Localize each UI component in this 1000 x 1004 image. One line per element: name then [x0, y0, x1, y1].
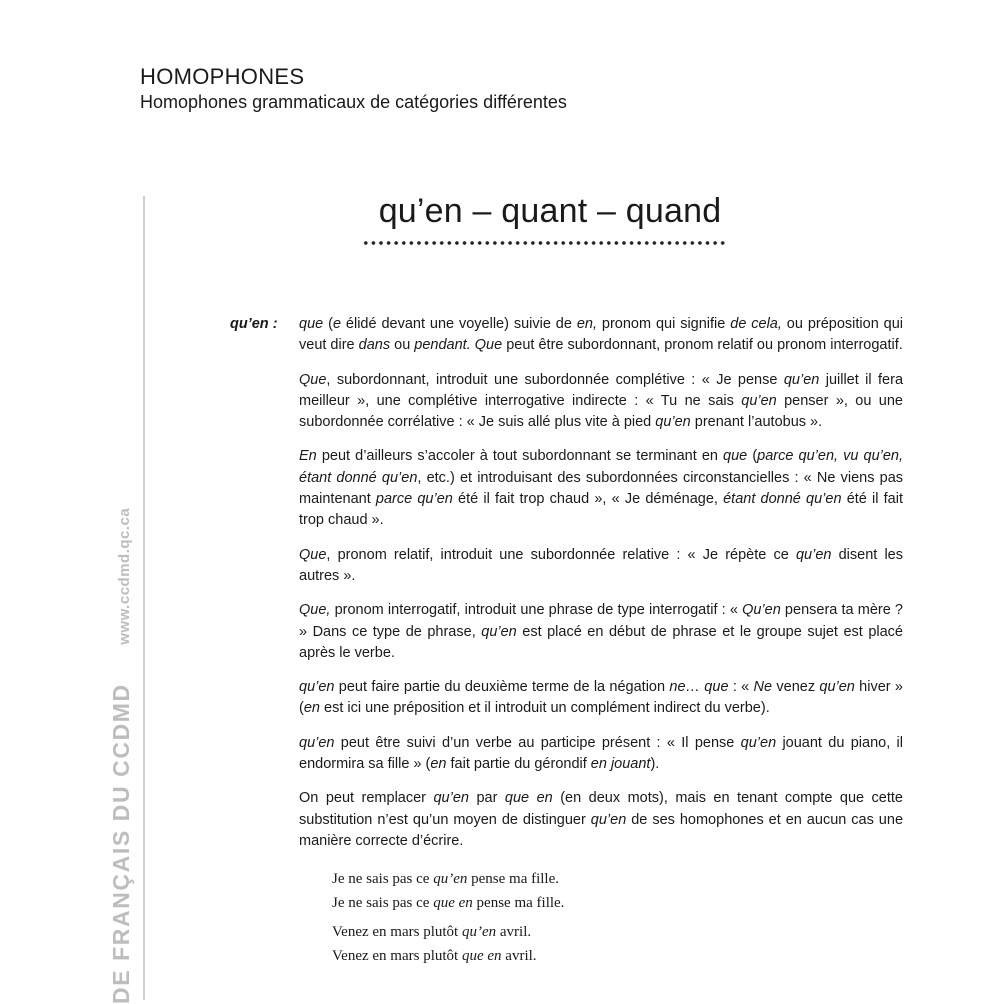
sidebar-url: www.ccdmd.qc.ca — [116, 507, 133, 645]
text-run: venez — [772, 679, 820, 696]
text-run: , subordonnant, introduit une subordonnée complétive : « Je pense — [326, 371, 784, 388]
paragraph — [299, 788, 903, 852]
italic-text-run: qu’en — [590, 811, 627, 828]
text-run: peut être suivi d’un verbe au participe présent : « Il pense — [334, 734, 741, 751]
page-header — [140, 64, 567, 114]
text-run: , pronom relatif, introduit une subordonnée relative : « Je répète ce — [326, 546, 796, 563]
paragraph — [299, 314, 903, 357]
text-run: ). — [650, 756, 660, 773]
example-group — [332, 921, 903, 968]
text-run: Venez en mars plutôt — [332, 924, 462, 941]
text-run: : « — [728, 679, 754, 696]
text-run: été il fait trop chaud ». — [299, 491, 903, 529]
text-run: pense ma fille. — [467, 871, 560, 888]
paragraph — [299, 370, 903, 434]
italic-text-run: qu’en — [740, 734, 777, 751]
text-run: On peut remplacer — [299, 790, 434, 807]
italic-text-run: que en — [504, 790, 553, 807]
italic-text-run: dans — [358, 337, 391, 354]
italic-text-run: en jouant — [590, 756, 651, 773]
definition-body — [299, 314, 903, 974]
italic-text-run: parce qu’en — [375, 491, 453, 508]
text-run: peut être subordonnant, pronom relatif ou pronom interrogatif. — [502, 337, 903, 354]
italic-text-run: qu’en — [741, 392, 777, 409]
italic-text-run: Que — [474, 337, 503, 354]
definition-term: qu’en : — [230, 316, 278, 332]
text-run: avril. — [496, 924, 532, 941]
text-run: juillet il fera meilleur », une complétive interrogative indirecte : « Tu ne sais — [299, 371, 904, 409]
section-subtitle: Homophones grammaticaux de catégories différentes — [140, 92, 567, 112]
example-sentence — [332, 868, 903, 892]
text-run: penser », ou une subordonnée corrélative : « Je suis allé plus vite à pied — [299, 392, 903, 431]
text-run: ( — [747, 448, 758, 465]
text-run: de ses homophones et en aucun cas une manière correcte d’écrire. — [299, 811, 904, 849]
italic-text-run: en — [303, 700, 320, 717]
italic-text-run: qu’en — [655, 414, 691, 431]
example-sentence — [332, 945, 903, 969]
italic-text-run: que — [299, 316, 324, 332]
text-run: Je ne sais pas ce — [332, 894, 434, 911]
section-title: HOMOPHONES — [140, 64, 305, 89]
text-run: ( — [323, 316, 333, 332]
italic-text-run: qu’en — [783, 371, 820, 388]
italic-text-run: ne… que — [669, 679, 729, 696]
paragraph — [299, 446, 903, 531]
text-run: disent les autres ». — [299, 546, 903, 584]
italic-text-run: qu’en — [461, 924, 497, 941]
text-run: fait partie du gérondif — [446, 756, 591, 773]
italic-text-run: qu’en — [819, 679, 855, 696]
text-run: peut d’ailleurs s’accoler à tout subordonnant se terminant en — [316, 448, 724, 465]
paragraph — [299, 733, 903, 776]
text-run: été il fait trop chaud », « Je déménage, — [452, 491, 724, 508]
text-run: est placé en début de phrase et le groupe sujet est placé après le verbe. — [299, 623, 904, 661]
text-run: élidé devant une voyelle) suivie de — [341, 316, 577, 332]
italic-text-run: e — [332, 316, 342, 332]
italic-text-run: qu’en — [433, 790, 469, 807]
text-run: (en deux mots), mais en tenant compte que cette substitution n’est qu’un moyen de distinguer — [299, 790, 903, 828]
margin-rule — [143, 196, 145, 1000]
text-run: Venez en mars plutôt — [332, 947, 462, 964]
text-run: , etc.) et introduisant des subordonnées circonstancielles : « Ne viens pas maintenant — [299, 469, 904, 508]
italic-text-run: Qu’en — [742, 602, 781, 619]
text-run: pensera ta mère ? » Dans ce type de phrase, — [299, 602, 903, 640]
text-run: pronom interrogatif, introduit une phrase de type interrogatif : « — [330, 602, 743, 619]
document-title: qu’en – quant – quand — [378, 192, 722, 230]
text-run: hiver » ( — [299, 679, 903, 717]
paragraph — [299, 600, 903, 664]
paragraph — [299, 545, 903, 588]
italic-text-run: Que — [299, 546, 327, 563]
example-group — [332, 868, 903, 915]
sidebar-brand: DE FRANÇAIS DU CCDMD — [108, 683, 134, 1004]
italic-text-run: que — [723, 448, 748, 465]
italic-text-run: qu’en — [433, 871, 468, 888]
italic-text-run: Que, — [299, 602, 331, 619]
text-run: prenant l’autobus ». — [690, 414, 823, 431]
italic-text-run: Que — [299, 371, 327, 388]
italic-text-run: En — [299, 448, 317, 465]
italic-text-run: Ne — [753, 679, 773, 696]
italic-text-run: étant donné qu’en — [723, 491, 842, 508]
italic-text-run: qu’en — [299, 679, 335, 696]
italic-text-run: qu’en — [795, 546, 832, 563]
sidebar-vertical-text — [108, 508, 135, 1004]
example-sentence — [332, 892, 903, 916]
text-run: pense ma fille. — [472, 894, 565, 911]
text-run: Je ne sais pas ce — [332, 871, 434, 888]
text-run: ou — [390, 337, 415, 354]
example-sentence — [332, 921, 903, 945]
text-run: peut faire partie du deuxième terme de la négation — [334, 679, 670, 696]
italic-text-run: de cela, — [730, 316, 782, 332]
italic-text-run: qu’en — [481, 623, 517, 640]
paragraph-list — [299, 314, 903, 852]
italic-text-run: parce qu’en, vu qu’en, étant donné qu’en — [299, 448, 904, 486]
text-run: est ici une préposition et il introduit un complément indirect du verbe). — [319, 700, 770, 717]
title-dotted-underline — [362, 240, 726, 246]
text-run: ou préposition qui veut dire — [299, 316, 904, 354]
italic-text-run: qu’en — [299, 734, 335, 751]
italic-text-run: en, — [576, 316, 597, 332]
text-run: par — [468, 790, 505, 807]
paragraph — [299, 677, 903, 720]
italic-text-run: que en — [433, 894, 473, 911]
examples-block — [299, 868, 903, 968]
text-run: pronom qui signifie — [597, 316, 731, 332]
italic-text-run: en — [430, 756, 447, 773]
text-run: jouant du piano, il endormira sa fille » ( — [299, 734, 903, 773]
italic-text-run: pendant. — [414, 337, 471, 354]
text-run: avril. — [501, 947, 537, 964]
italic-text-run: que en — [461, 947, 502, 964]
